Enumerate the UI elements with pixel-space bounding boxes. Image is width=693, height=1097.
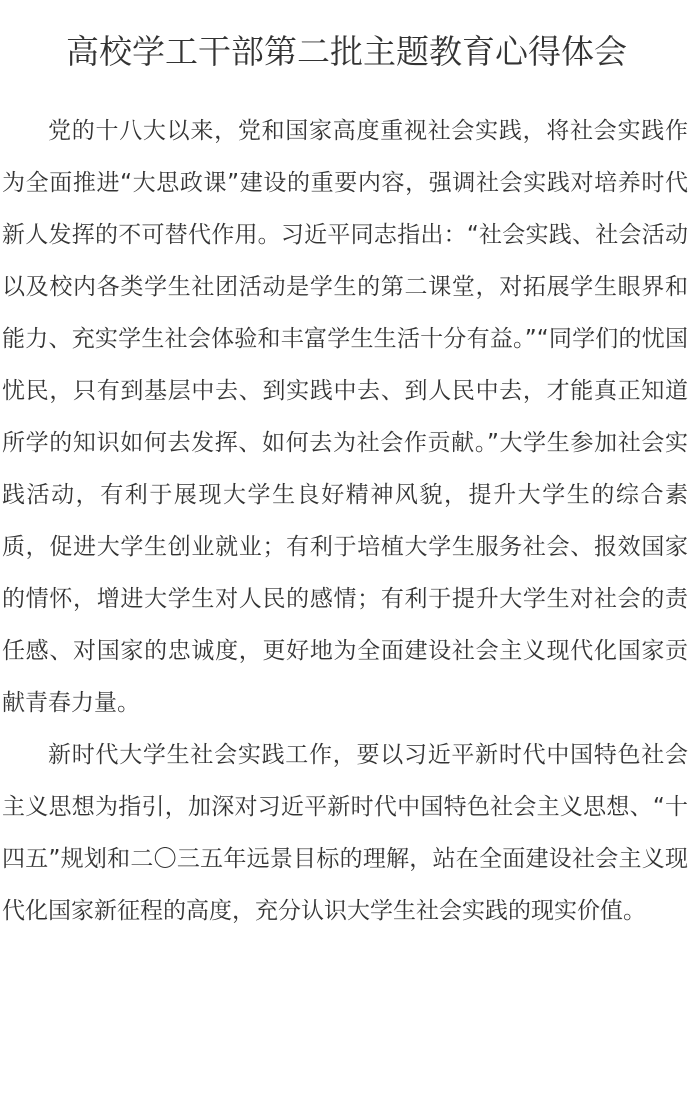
article-body	[2, 105, 688, 937]
article-title: 高校学工干部第二批主题教育心得体会	[66, 32, 627, 71]
paragraph-2: 新时代大学生社会实践工作，要以习近平新时代中国特色社会主义思想为指引，加深对习近平新时代中国特色社会主义思想、“十四五”规划和二〇三五年远景目标的理解，站在全面建设社会主义现代化国家新征程的高度，充分认识大学生社会实践的现实价值。	[2, 742, 688, 924]
paragraph-1: 党的十八大以来，党和国家高度重视社会实践，将社会实践作为全面推进“大思政课”建设的重要内容，强调社会实践对培养时代新人发挥的不可替代作用。习近平同志指出：“社会实践、社会活动以及校内各类学生社团活动是学生的第二课堂，对拓展学生眼界和能力、充实学生社会体验和丰富学生生活十分有益。”“同学们的忧国忧民，只有到基层中去、到实践中去、到人民中去，才能真正知道所学的知识如何去发挥、如何去为社会作贡献。”大学生参加社会实践活动，有利于展现大学生良好精神风貌，提升大学生的综合素质，促进大学生创业就业；有利于培植大学生服务社会、报效国家的情怀，增进大学生对人民的感情；有利于提升大学生对社会的责任感、对国家的忠诚度，更好地为全面建设社会主义现代化国家贡献青春力量。	[2, 118, 688, 716]
